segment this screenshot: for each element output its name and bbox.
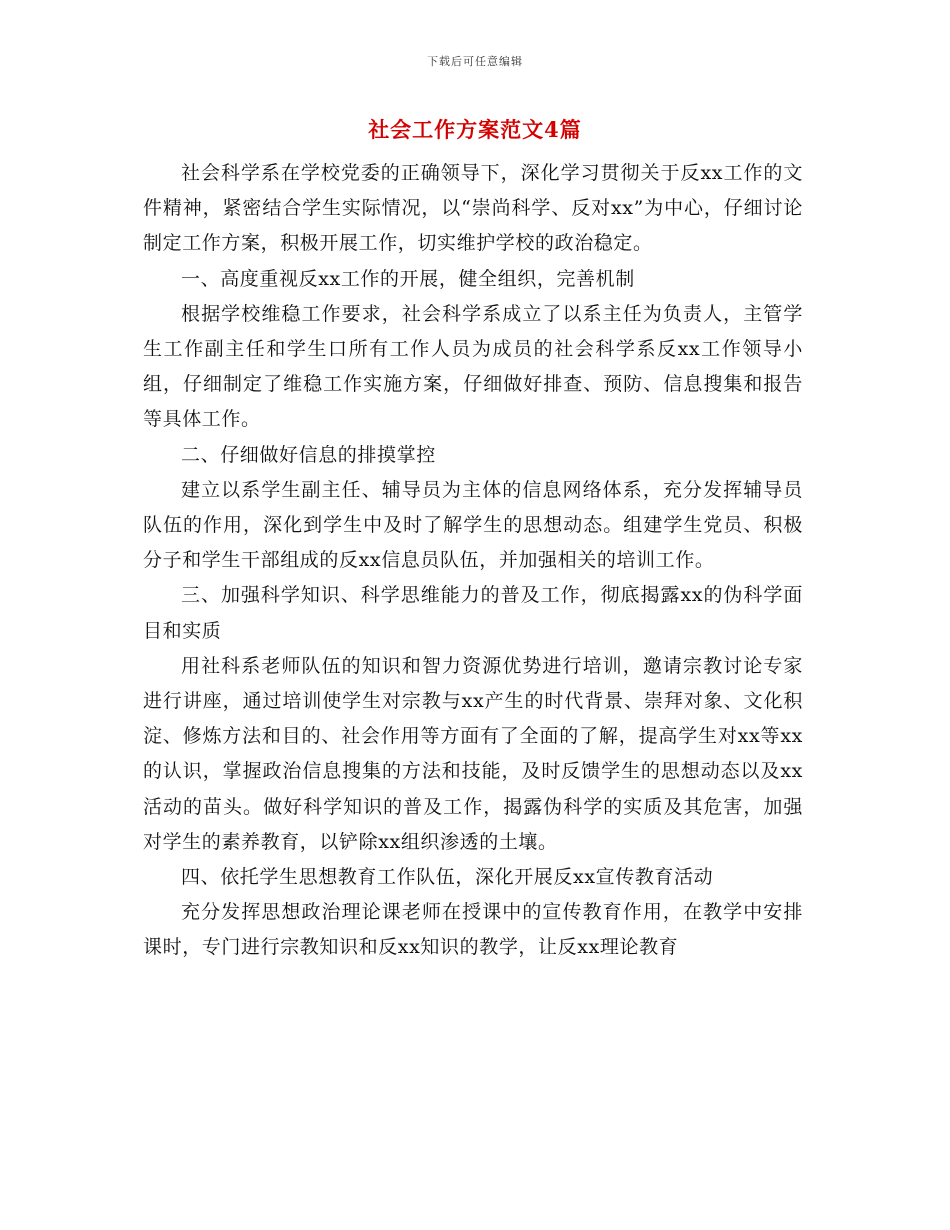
header-note: 下载后可任意编辑 xyxy=(427,55,523,68)
paragraph-section-3: 用社科系老师队伍的知识和智力资源优势进行培训，邀请宗教讨论专家进行讲座，通过培训使学生对宗教与xx产生的时代背景、崇拜对象、文化积淀、修炼方法和目的、社会作用等方面有了全面的了解，提高学生对xx等xx的认识，掌握政治信息搜集的方法和技能，及时反馈学生的思想动态以及xx活动的苗头。做好科学知识的普及工作，揭露伪科学的实质及其危害，加强对学生的素养教育，以铲除xx组织渗透的土壤。 xyxy=(143,654,803,853)
paragraph-section-1: 根据学校维稳工作要求，社会科学系成立了以系主任为负责人，主管学生工作副主任和学生口所有工作人员为成员的社会科学系反xx工作领导小组，仔细制定了维稳工作实施方案，仔细做好排查、预防、信息搜集和报告等具体工作。 xyxy=(143,302,803,431)
document-title: 社会工作方案范文4篇 xyxy=(368,117,582,142)
section-heading-1: 一、高度重视反xx工作的开展，健全组织，完善机制 xyxy=(181,267,635,290)
document-body xyxy=(143,156,803,966)
paragraph-section-4: 充分发挥思想政治理论课老师在授课中的宣传教育作用，在教学中安排课时，专门进行宗教知识和反xx知识的教学，让反xx理论教育 xyxy=(143,901,803,959)
paragraph-section-2: 建立以系学生副主任、辅导员为主体的信息网络体系，充分发挥辅导员队伍的作用，深化到学生中及时了解学生的思想动态。组建学生党员、积极分子和学生干部组成的反xx信息员队伍，并加强相关的培训工作。 xyxy=(143,478,803,572)
section-heading-2: 二、仔细做好信息的排摸掌控 xyxy=(181,443,436,466)
paragraph-intro: 社会科学系在学校党委的正确领导下，深化学习贯彻关于反xx工作的文件精神，紧密结合学生实际情况，以“崇尚科学、反对xx”为中心，仔细讨论制定工作方案，积极开展工作，切实维护学校的政治稳定。 xyxy=(143,162,803,255)
section-heading-3: 三、加强科学知识、科学思维能力的普及工作，彻底揭露xx的伪科学面目和实质 xyxy=(143,584,803,642)
section-heading-4: 四、依托学生思想教育工作队伍，深化开展反xx宣传教育活动 xyxy=(181,866,714,889)
